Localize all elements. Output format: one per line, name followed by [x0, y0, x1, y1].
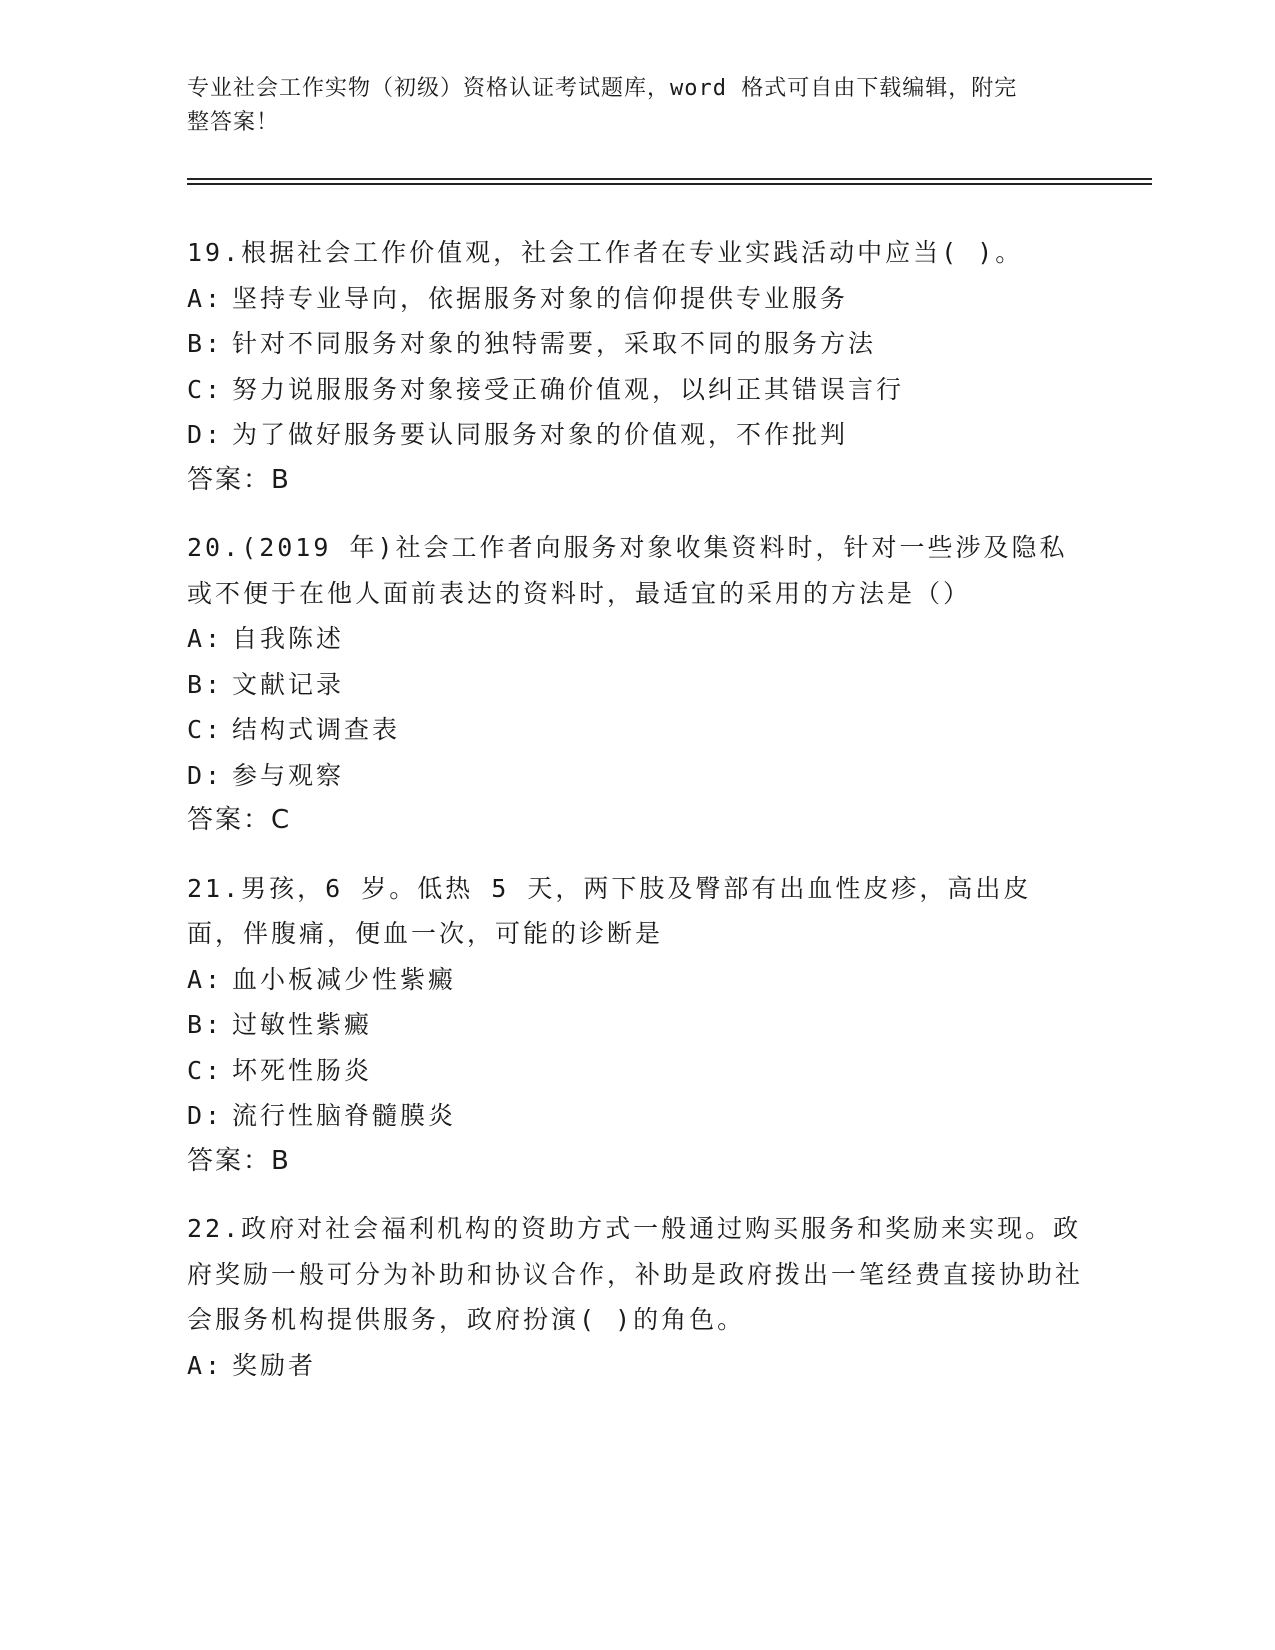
- option-letter: A:: [187, 624, 224, 653]
- option-letter: C:: [187, 715, 224, 744]
- option-letter: B:: [187, 669, 224, 699]
- option-letter: A:: [187, 964, 224, 994]
- option-text: 努力说服服务对象接受正确价值观，以纠正其错误言行: [232, 374, 905, 404]
- question-stem: 19.根据社会工作价值观，社会工作者在专业实践活动中应当( )。: [187, 238, 1024, 267]
- header-rule-bottom: [187, 183, 1152, 185]
- question-stem: 20.(2019 年)社会工作者向服务对象收集资料时，针对一些涉及隐私或不便于在他人面前表达的资料时，最适宜的采用的方法是（）: [187, 533, 1068, 608]
- option-letter: C:: [187, 374, 224, 404]
- option-text: 结构式调查表: [232, 715, 401, 744]
- option-letter: B:: [187, 329, 224, 358]
- answer-line: 答案：B: [187, 1145, 291, 1176]
- question-21: [187, 866, 1087, 1185]
- option-b: [187, 1002, 1087, 1048]
- option-text: 坏死性肠炎: [232, 1055, 373, 1085]
- option-text: 针对不同服务对象的独特需要，采取不同的服务方法: [232, 329, 877, 358]
- question-22: [187, 1206, 1087, 1388]
- option-text: 为了做好服务要认同服务对象的价值观，不作批判: [232, 420, 849, 449]
- option-b: [187, 321, 1087, 367]
- header-line-1: 专业社会工作实物（初级）资格认证考试题库，word 格式可自由下载编辑，附完: [187, 76, 1018, 101]
- question-19: [187, 230, 1087, 503]
- option-text: 文献记录: [232, 669, 345, 699]
- question-list: [187, 230, 1087, 1410]
- option-text: 奖励者: [232, 1350, 317, 1380]
- option-d: [187, 753, 1087, 799]
- option-text: 自我陈述: [232, 624, 345, 653]
- option-a: [187, 616, 1087, 662]
- question-stem: 21.男孩，6 岁。低热 5 天，两下肢及臀部有出血性皮疹，高出皮面，伴腹痛，便血一次，可能的诊断是: [187, 873, 1032, 948]
- option-text: 过敏性紫癜: [232, 1010, 373, 1039]
- question-stem: 22.政府对社会福利机构的资助方式一般通过购买服务和奖励来实现。政府奖励一般可分为补助和协议合作，补助是政府拨出一笔经费直接协助社会服务机构提供服务，政府扮演( )的角色。: [187, 1214, 1084, 1334]
- option-text: 参与观察: [232, 760, 345, 790]
- header-line-2: 整答案！: [187, 110, 280, 135]
- option-text: 血小板减少性紫癜: [232, 964, 457, 994]
- question-20: [187, 525, 1087, 844]
- option-letter: C:: [187, 1055, 224, 1085]
- option-a: [187, 1343, 1087, 1389]
- option-c: [187, 707, 1087, 753]
- option-b: [187, 662, 1087, 708]
- option-a: [187, 276, 1087, 322]
- option-d: [187, 1093, 1087, 1139]
- option-c: [187, 367, 1087, 413]
- document-header: [187, 72, 1087, 140]
- option-letter: A:: [187, 283, 224, 313]
- option-letter: D:: [187, 420, 224, 449]
- option-text: 坚持专业导向，依据服务对象的信仰提供专业服务: [232, 283, 849, 313]
- answer-line: 答案：C: [187, 805, 292, 835]
- option-text: 流行性脑脊髓膜炎: [232, 1101, 457, 1130]
- option-letter: B:: [187, 1010, 224, 1039]
- header-rule-top: [187, 178, 1152, 180]
- option-d: [187, 412, 1087, 458]
- option-letter: A:: [187, 1350, 224, 1380]
- option-c: [187, 1048, 1087, 1094]
- option-letter: D:: [187, 1101, 224, 1130]
- option-a: [187, 957, 1087, 1003]
- answer-line: 答案：B: [187, 464, 291, 495]
- option-letter: D:: [187, 760, 224, 790]
